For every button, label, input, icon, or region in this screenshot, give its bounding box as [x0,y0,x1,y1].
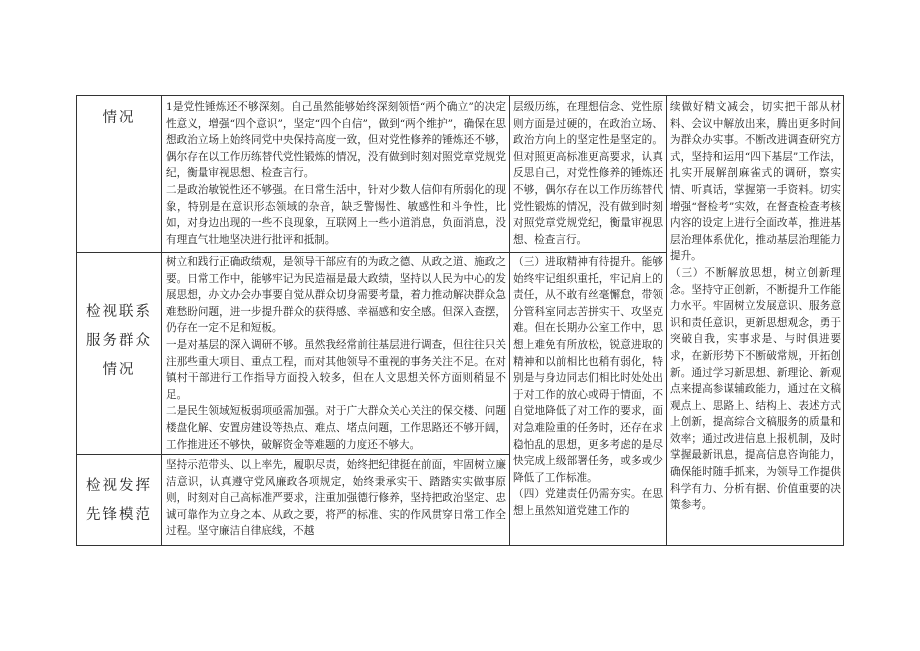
review-table [76,95,844,546]
col3-content [670,99,841,542]
row-label-text: 检视联系服务群众情况 [86,303,152,378]
row-label-text: 检视发挥先锋模范 [86,478,152,523]
paragraph: 续做好精文减会，切实把干部从材料、会议中解放出来，腾出更多时间为群众办实事。不断改进调查研究方式，坚持和运用“四下基层”工作法，扎实开展解剖麻雀式的调研，察实情、听真话，掌握第一手资料。切实增强“督检考”实效，在督查检查考核内容的设定上进行全面改革，推进基层治理体系优化，推动基层治理能力提升。 [670,101,841,263]
row-label-serve-masses [85,282,153,400]
paragraph: 层级历练，在理想信念、党性原则方面是过硬的，在政治立场、政治方向上的坚定性是坚定的。但对照更高标准更高要求，认真反思自己，对党性修养的锤炼还不够，偶尔存在以工作历练替代党性锻炼的情况，没有做到时刻对照党章党规党纪，衡量审视思想、检查言行。 [513,101,663,246]
row-label-pioneer [85,466,153,536]
row-divider [77,454,509,455]
paragraph: 一是对基层的深入调研不够。虽然我经常前往基层进行调查，但往往只关注那些重大项目、重点工程，而对其他领导不重视的事务关注不足。在对镇村干部进行工作指导方面投入较多，但在人文思想关怀方面则稍显不足。 [166,338,506,401]
paragraph: 树立和践行正确政绩观，是领导干部应有的为政之德、从政之道、施政之要。日常工作中，能够牢记为民造福是最大政绩，坚持以人民为中心的发展思想，办文办会办事要自觉从群众切身需要考量，着力推动解决群众急难愁盼问题，进一步提升群众的获得感、幸福感和安全感。但深入查摆，仍存在一定不足和短板。 [166,256,506,335]
paragraph: 二是政治敏锐性还不够强。在日常生活中，针对少数人信仰有所弱化的现象，特别是在意识形态领域的杂音，缺乏警惕性、敏感性和斗争性，比如，对身边出现的一些不良现象，互联网上一些小道消息，负面消息，没有理直气壮地坚决进行批评和抵制。 [166,183,506,246]
paragraph: （三）不断解放思想，树立创新理念。坚持守正创新，不断提升工作能力水平。牢固树立发展意识、服务意识和责任意识，更新思想观念，勇于突破自我，实事求是、与时俱进要求，在新形势下不断破常规，开拓创新。通过学习新思想、新理论、新观点来提高参谋辅政能力，通过在文稿观点上、思路上、结构上、表述方式上创新，提高综合文稿服务的质量和效率；通过改进信息上报机制，及时掌握最新讯息，提高信息咨询能力，确保能时随手抓来，为领导工作提供科学有力、分析有据、价值重要的决策参考。 [670,266,841,512]
paragraph: 坚持示范带头、以上率先，履职尽责，始终把纪律挺在前面，牢固树立廉洁意识，认真遵守党风廉政各项规定，始终秉承实干、踏踏实实做事原则，时刻对自己高标准严要求，注重加强德行修养，坚持把政治坚定、忠诚可靠作为立身之本、从政之要，将严的标准、实的作风贯穿日常工作全过程。坚守廉洁自律底线，不越 [166,459,506,538]
col2-top-content [513,99,663,251]
row-divider [509,252,666,253]
column-divider [666,96,667,545]
paragraph: （三）进取精神有待提升。能够始终牢记组织重托，牢记肩上的责任，从不敢有丝毫懈怠，带领分管科室同志苦拼实干、攻坚克难。但在长期办公室工作中，思想上难免有所放松，锐意进取的精神和以前相比也稍有弱化，特别是与身边同志们相比时处处出于对工作的放心或碍于情面，不自觉地降低了对工作的要求，面对急难险重的任务时，还存在求稳怕乱的思想，更多考虑的是尽快完成上级部署任务，或多或少降低了工作标准。 [513,256,663,484]
col1-row2-content [166,254,506,453]
paragraph: （四）党建责任仍需夯实。在思想上虽然知道党建工作的 [513,488,663,517]
col1-row1-content [166,99,506,251]
row-divider [77,252,509,253]
column-divider [509,96,510,545]
col2-bottom-content [513,254,663,542]
col1-row3-content [166,457,506,545]
row-label-text: 情况 [102,109,136,126]
column-divider [161,96,162,545]
row-label-situation [77,96,161,140]
paragraph: 1是党性锤炼还不够深刻。自己虽然能够始终深刻领悟“两个确立”的决定性意义，增强“四个意识”，坚定“四个自信”，做到“两个维护”，确保在思想政治立场上始终同党中央保持高度一致，但对党性修养的锤炼还不够，偶尔存在以工作历练替代党性锻炼的情况，没有做到时刻对照党章党规党纪，衡量审视思想、检查言行。 [166,101,506,180]
paragraph: 二是民生领域短板弱项亟需加强。对于广大群众关心关注的保交楼、问题楼盘化解、安置房建设等热点、难点、堵点问题，工作思路还不够开阔，工作推进还不够快，破解资金等难题的力度还不够大。 [166,405,506,451]
